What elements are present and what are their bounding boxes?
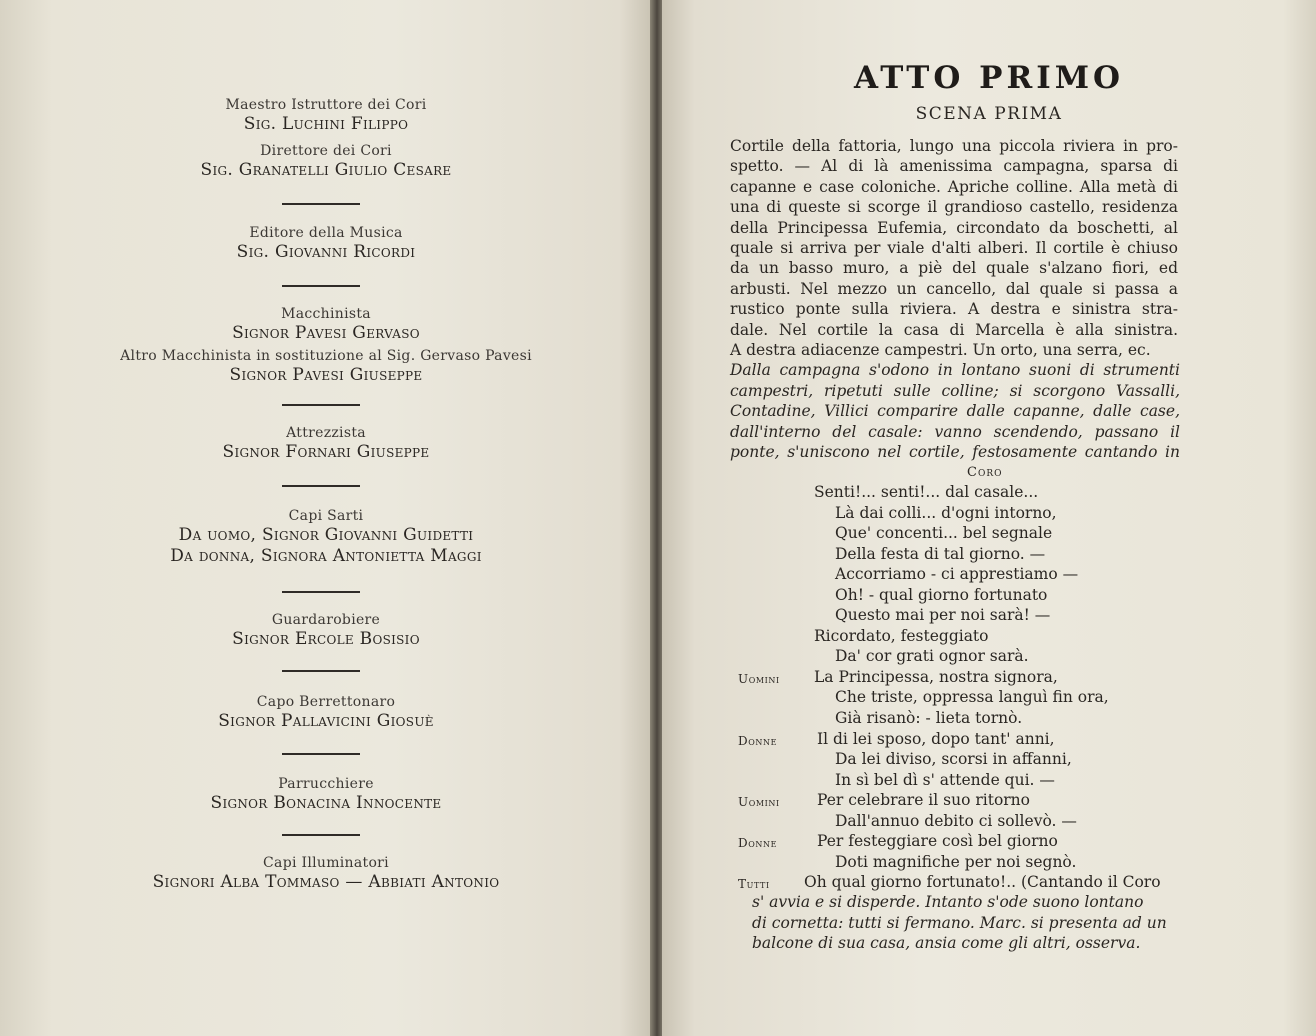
separator-rule [282, 591, 360, 593]
verse-line [662, 708, 1316, 729]
scene-title: SCENA PRIMA [915, 104, 1063, 124]
verse-line [662, 523, 1316, 544]
verse-line [662, 831, 1316, 852]
verse-text: Da' cor grati ognor sarà. [835, 647, 1029, 666]
credit-entry [0, 224, 652, 263]
verse-text: La Principessa, nostra signora, [814, 667, 1058, 686]
credit-role: Capo Berrettonaro [256, 694, 396, 710]
separator-rule [282, 203, 360, 205]
verse-block [662, 482, 1316, 893]
verse-line [662, 585, 1316, 606]
credit-name: Signori Alba Tommaso — Abbiati Antonio [152, 872, 500, 892]
description-line: A destra adiacenze campestri. Un orto, una serra, ec. [730, 341, 1151, 360]
credit-role: Attrezzista [286, 425, 366, 441]
description-line: della Principessa Eufemia, circondato da boschetti, al [730, 218, 1178, 237]
description-line: capanne e case coloniche. Apriche colline. Alla metà di [730, 177, 1178, 196]
verse-line [662, 729, 1316, 750]
stage-line: balcone di sua casa, ansia come gli altri, osserva. [752, 934, 1141, 952]
stage-line: ponte, s'uniscono nel cortile, festosamente cantando in [730, 443, 1180, 462]
verse-text: Que' concenti... bel segnale [835, 524, 1053, 543]
stage-line: Contadine, Villici comparire dalle capanne, dalle case, [730, 402, 1180, 421]
credit-role: Macchinista [281, 306, 371, 322]
verse-line [662, 605, 1316, 626]
credit-name: Sig. Giovanni Ricordi [236, 242, 416, 262]
verse-line [662, 790, 1316, 811]
right-page [662, 0, 1316, 1036]
speaker-label: Donne [738, 836, 778, 851]
verse-line [662, 811, 1316, 832]
credit-name: Signor Fornari Giuseppe [222, 442, 430, 462]
verse-text: Oh qual giorno fortunato!.. (Cantando il Coro [804, 873, 1161, 892]
verse-text: Per festeggiare così bel giorno [817, 832, 1058, 851]
separator-rule [282, 670, 360, 672]
credit-name: Da uomo, Signor Giovanni Guidetti [178, 525, 474, 545]
separator-rule [282, 834, 360, 836]
verse-line [662, 482, 1316, 503]
description-line: spetto. — Al di là amenissima campagna, sparsa di [730, 157, 1178, 176]
credit-entry [0, 424, 652, 463]
credit-name: Signor Pavesi Gervaso [232, 323, 420, 343]
verse-text: Ricordato, festeggiato [814, 626, 989, 645]
description-line: arbusti. Nel mezzo un cancello, dal quale si passa a [730, 279, 1178, 298]
verse-text: Accorriamo - ci apprestiamo — [835, 565, 1079, 584]
credit-role: Capi Illuminatori [263, 855, 389, 871]
credit-entry [0, 96, 652, 135]
verse-text: Il di lei sposo, dopo tant' anni, [817, 729, 1055, 748]
stage-line: campestri, ripetuti sulle colline; si scorgono Vassalli, [730, 381, 1180, 400]
credit-name: Signor Bonacina Innocente [210, 793, 442, 813]
credit-entry [0, 142, 652, 181]
verse-line [662, 626, 1316, 647]
verse-line [662, 667, 1316, 688]
verse-line [662, 646, 1316, 667]
scene-description [730, 136, 1178, 360]
verse-text: Già risanò: - lieta tornò. [835, 709, 1023, 728]
left-page [0, 0, 652, 1036]
stage-line: di cornetta: tutti si fermano. Marc. si presenta ad un [752, 913, 1167, 932]
credit-role: Parrucchiere [278, 776, 374, 792]
description-line: quale si arriva per viale d'alti alberi. Il cortile è chiuso [730, 239, 1178, 258]
verse-text: Dall'annuo debito ci sollevò. — [835, 811, 1077, 830]
stage-direction [730, 360, 1180, 463]
verse-line [662, 687, 1316, 708]
verse-line [662, 503, 1316, 524]
verse-text: Là dai colli... d'ogni intorno, [835, 503, 1057, 522]
verse-text: Per celebrare il suo ritorno [817, 791, 1030, 810]
credit-entry [0, 775, 652, 814]
credit-role: Direttore dei Cori [260, 143, 392, 159]
verse-text: Senti!... senti!... dal casale... [814, 483, 1039, 501]
verse-line [662, 749, 1316, 770]
description-line: rustico ponte sulla riviera. A destra e sinistra stra- [730, 300, 1178, 319]
speaker-label: Tutti [738, 877, 770, 892]
verse-text: In sì bel dì s' attende qui. — [835, 770, 1055, 789]
credit-entry [0, 611, 652, 650]
stage-line: Dalla campagna s'odono in lontano suoni di strumenti [730, 361, 1180, 379]
credit-role: Capi Sarti [288, 508, 364, 524]
act-title: ATTO PRIMO [853, 60, 1125, 96]
chorus-label: Coro [967, 465, 1003, 480]
speaker-label: Uomini [738, 795, 780, 810]
verse-text: Da lei diviso, scorsi in affanni, [835, 750, 1072, 769]
credit-role: Editore della Musica [249, 225, 403, 241]
credit-entry [0, 305, 652, 386]
description-line: Cortile della fattoria, lungo una piccola riviera in pro- [730, 137, 1178, 155]
credit-entry [0, 507, 652, 567]
credit-entry [0, 854, 652, 893]
separator-rule [282, 285, 360, 287]
credit-name: Da donna, Signora Antonietta Maggi [170, 546, 482, 566]
description-line: da un basso muro, a piè del quale s'alzano fiori, ed [730, 259, 1178, 278]
credit-role: Guardarobiere [271, 612, 381, 628]
credit-name: Signor Pavesi Giuseppe [229, 365, 423, 385]
separator-rule [282, 404, 360, 406]
credit-name: Sig. Granatelli Giulio Cesare [200, 160, 452, 180]
verse-line [662, 872, 1316, 893]
verse-line [662, 564, 1316, 585]
credit-entry [0, 693, 652, 732]
separator-rule [282, 753, 360, 755]
credit-name: Signor Pallavicini Giosuè [218, 711, 434, 731]
verse-text: Della festa di tal giorno. — [835, 544, 1046, 563]
verse-text: Questo mai per noi sarà! — [835, 606, 1051, 625]
closing-stage-direction [752, 892, 1182, 954]
speaker-label: Uomini [738, 671, 780, 686]
description-line: dale. Nel cortile la casa di Marcella è alla sinistra. [730, 320, 1178, 339]
verse-line [662, 544, 1316, 565]
stage-line: dall'interno del casale: vanno scendendo, passano il [730, 422, 1180, 441]
separator-rule [282, 485, 360, 487]
verse-text: Doti magnifiche per noi segnò. [835, 852, 1077, 871]
verse-line [662, 852, 1316, 873]
description-line: una di queste si scorge il grandioso castello, residenza [730, 198, 1178, 217]
verse-text: Oh! - qual giorno fortunato [835, 585, 1048, 604]
credit-role: Maestro Istruttore dei Cori [225, 97, 427, 113]
credit-name: Sig. Luchini Filippo [243, 114, 409, 134]
stage-line: s' avvia e si disperde. Intanto s'ode suono lontano [752, 893, 1144, 911]
speaker-label: Donne [738, 733, 778, 748]
verse-line [662, 770, 1316, 791]
verse-text: Che triste, oppressa languì fin ora, [835, 688, 1109, 707]
credit-name: Signor Ercole Bosisio [232, 629, 420, 649]
credit-role: Altro Macchinista in sostituzione al Sig. Gervaso Pavesi [120, 348, 532, 364]
